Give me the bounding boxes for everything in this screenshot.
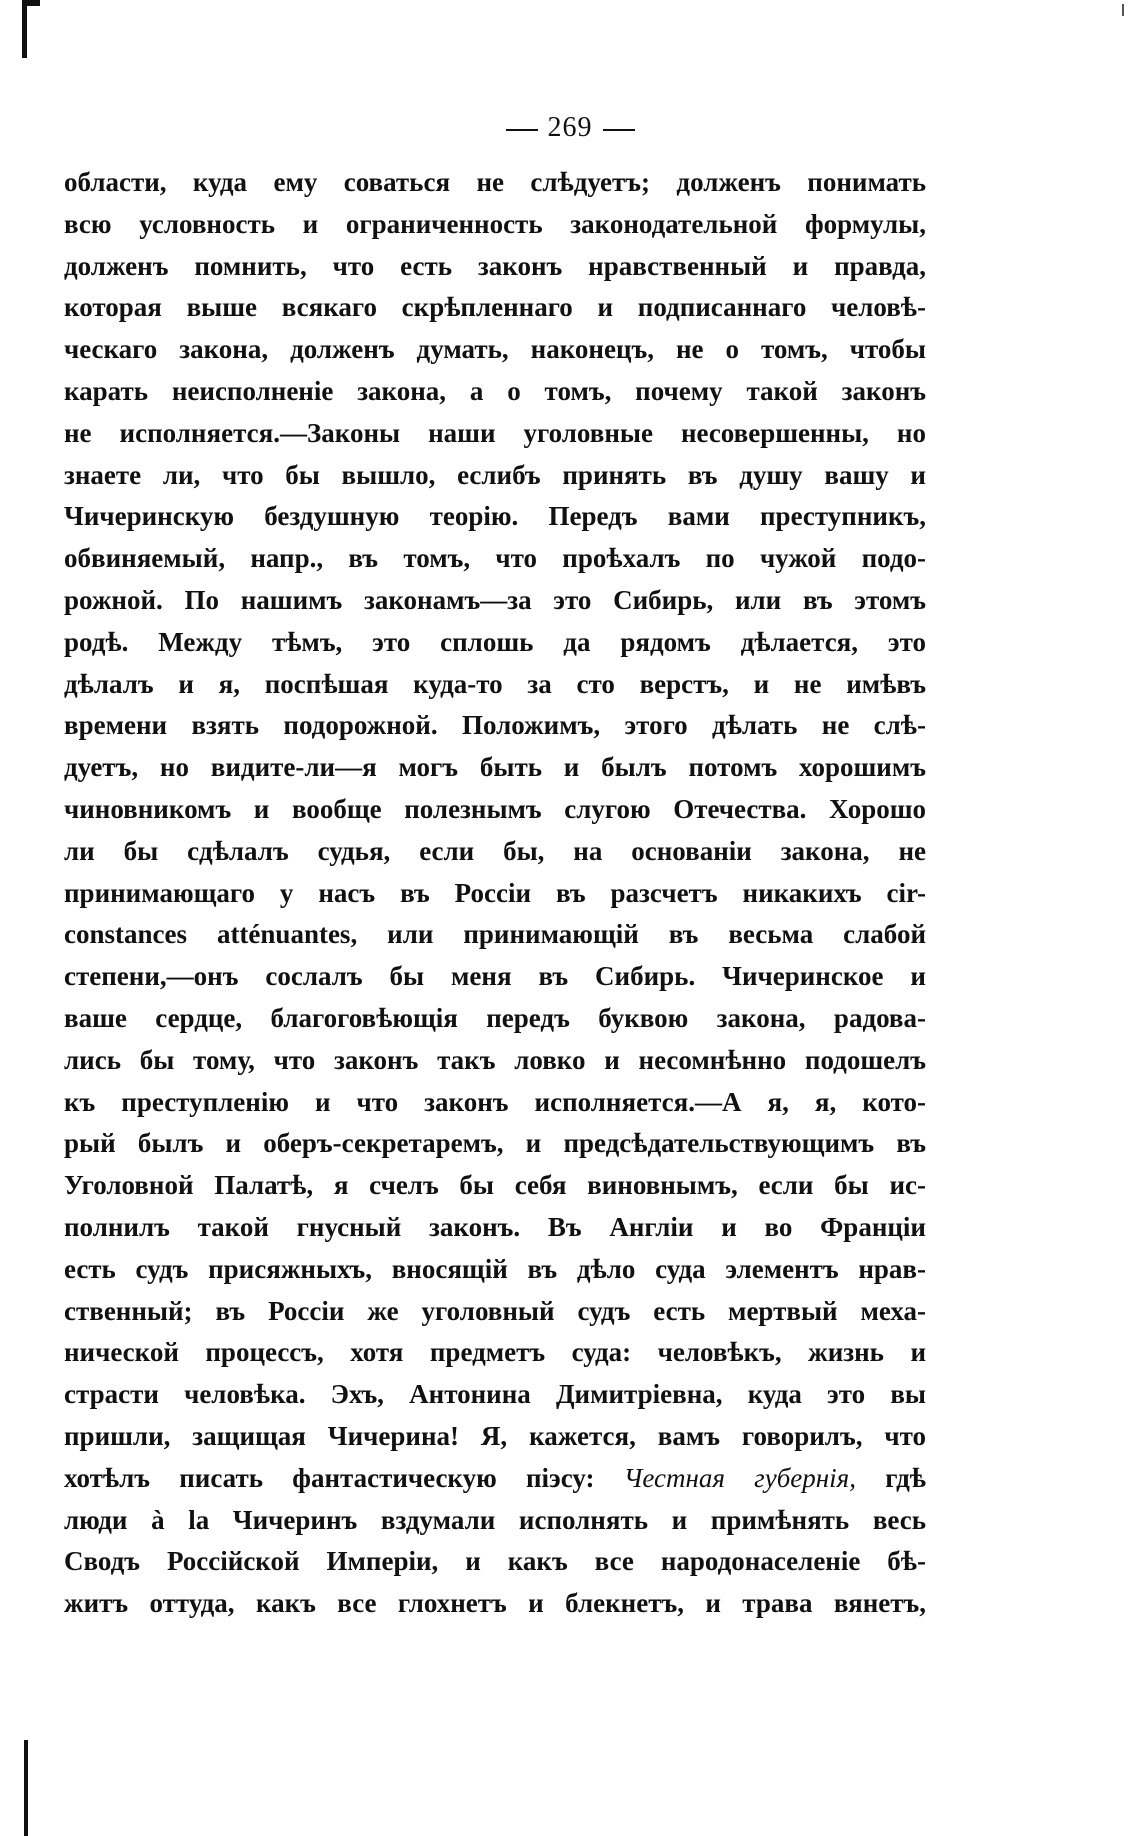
- text-line-with-italic-title: [64, 1458, 926, 1500]
- text-line: дуетъ, но видите-ли—я могъ быть и былъ потомъ хорошимъ: [64, 752, 926, 783]
- text-line: лись бы тому, что законъ такъ ловко и несомнѣнно подошелъ: [64, 1044, 926, 1075]
- text-line: не исполняется.—Законы наши уголовные несовершенны, но: [64, 417, 926, 448]
- page-number-header: [0, 112, 1140, 144]
- italic-title: Честная губернія,: [623, 1462, 856, 1493]
- header-dash-left: [506, 129, 538, 131]
- text-line: чиновникомъ и вообще полезнымъ слугою Отечества. Хорошо: [64, 793, 926, 824]
- text-line: къ преступленію и что законъ исполняется.—А я, я, кото-: [64, 1086, 926, 1117]
- text-line: Сводъ Россійской Имперіи, и какъ все народонаселеніе бѣ-: [64, 1546, 926, 1577]
- scan-edge-mark: [22, 0, 40, 6]
- text-line: нической процессъ, хотя предметъ суда: человѣкъ, жизнь и: [64, 1337, 926, 1368]
- text-line: пришли, защищая Чичерина! Я, кажется, вамъ говорилъ, что: [64, 1420, 926, 1451]
- text-line: знаете ли, что бы вышло, еслибъ принять въ душу вашу и: [64, 459, 926, 490]
- text-line: ваше сердце, благоговѣющія передъ буквою закона, радова-: [64, 1002, 926, 1033]
- text-line: Чичеринскую бездушную теорію. Передъ вами преступникъ,: [64, 501, 926, 532]
- scan-edge-mark: [22, 0, 27, 58]
- text-line: которая выше всякаго скрѣпленнаго и подписаннаго человѣ-: [64, 292, 926, 323]
- text-line: области, куда ему соваться не слѣдуетъ; долженъ понимать: [64, 167, 926, 197]
- scan-speck: [1122, 4, 1124, 16]
- text-line: времени взять подорожной. Положимъ, этого дѣлать не слѣ-: [64, 710, 926, 741]
- text-line: рожной. По нашимъ законамъ—за это Сибирь, или въ этомъ: [64, 584, 926, 615]
- text-line: степени,—онъ сослалъ бы меня въ Сибирь. Чичеринское и: [64, 961, 926, 992]
- text-line: родѣ. Между тѣмъ, это сплошь да рядомъ дѣлается, это: [64, 626, 926, 657]
- text-line-part: хотѣлъ писать фантастическую піэсу:: [64, 1462, 595, 1493]
- text-line: ческаго закона, долженъ думать, наконецъ, не о томъ, чтобы: [64, 334, 926, 365]
- text-line: ственный; въ Россіи же уголовный судъ есть мертвый меха-: [64, 1295, 926, 1326]
- text-line: страсти человѣка. Эхъ, Антонина Димитріевна, куда это вы: [64, 1379, 926, 1410]
- text-line: дѣлалъ и я, поспѣшая куда-то за сто верстъ, и не имѣвъ: [64, 668, 926, 699]
- text-line: Уголовной Палатѣ, я счелъ бы себя виновнымъ, если бы ис-: [64, 1170, 926, 1201]
- scan-edge-mark: [24, 1740, 28, 1836]
- text-line: долженъ помнить, что есть законъ нравственный и правда,: [64, 250, 926, 281]
- text-line: есть судъ присяжныхъ, вносящій въ дѣло суда элементъ нрав-: [64, 1253, 926, 1284]
- text-line: рый былъ и оберъ-секретаремъ, и предсѣдательствующимъ въ: [64, 1128, 926, 1159]
- page-number: 269: [547, 112, 593, 143]
- text-line: полнилъ такой гнусный законъ. Въ Англіи и во Франціи: [64, 1211, 926, 1242]
- text-line-part: гдѣ: [885, 1462, 926, 1493]
- text-line: constances atténuantes, или принимающій въ весьма слабой: [64, 919, 926, 950]
- text-line: житъ оттуда, какъ все глохнетъ и блекнетъ, и трава вянетъ,: [64, 1588, 926, 1619]
- header-dash-right: [603, 129, 635, 131]
- text-line: ли бы сдѣлалъ судья, если бы, на основаніи закона, не: [64, 835, 926, 866]
- text-line: всю условность и ограниченность законодательной формулы,: [64, 208, 926, 239]
- text-line: принимающаго у насъ въ Россіи въ разсчетъ никакихъ cir-: [64, 877, 926, 908]
- text-line: люди à la Чичеринъ вздумали исполнять и примѣнять весь: [64, 1504, 926, 1535]
- text-line: карать неисполненіе закона, а о томъ, почему такой законъ: [64, 375, 926, 406]
- text-line: обвиняемый, напр., въ томъ, что проѣхалъ по чужой подо-: [64, 543, 926, 574]
- body-text: [64, 162, 926, 1625]
